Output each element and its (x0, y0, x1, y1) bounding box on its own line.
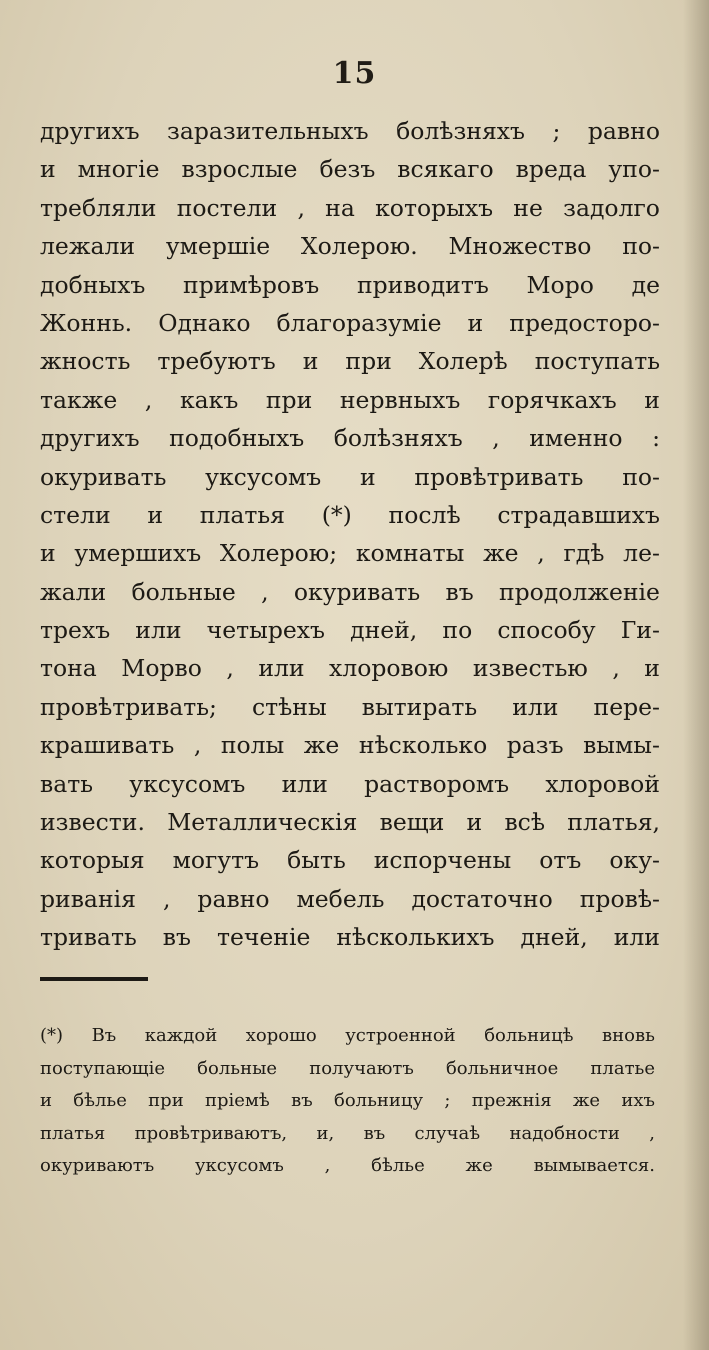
body-text-line: провѣтривать; стѣны вытирать или пере- (40, 692, 660, 721)
page-edge-shadow (683, 0, 709, 1350)
body-text-line: стели и платья (*) послѣ страдавшихъ (40, 500, 660, 529)
footnote-text-line: окуриваютъ уксусомъ , бѣлье же вымывается. (40, 1155, 655, 1177)
body-text-line: и многіе взрослые безъ всякаго вреда упо- (40, 155, 660, 184)
body-text-line: Жоннь. Однако благоразуміе и предосторо- (40, 308, 660, 337)
body-text-line: лежали умершіе Холерою. Множество по- (40, 232, 660, 261)
body-text-line: окуривать уксусомъ и провѣтривать по- (40, 462, 660, 491)
body-text-line: добныхъ примѣровъ приводитъ Моро де (40, 270, 660, 299)
footnote-text-line: поступающіе больные получаютъ больничное платье (40, 1057, 655, 1079)
footnote-text-line: платья провѣтриваютъ, и, въ случаѣ надобности , (40, 1122, 655, 1144)
body-text-line: трехъ или четырехъ дней, по способу Ги- (40, 616, 660, 645)
body-text-line: жали больные , окуривать въ продолженіе (40, 577, 660, 606)
body-text-line: крашивать , полы же нѣсколько разъ вымы- (40, 731, 660, 760)
body-text-line: также , какъ при нервныхъ горячкахъ и (40, 385, 660, 414)
body-text-line: тона Морво , или хлоровою известью , и (40, 654, 660, 683)
main-text (40, 112, 660, 957)
body-text-line: и умершихъ Холерою; комнаты же , гдѣ ле- (40, 539, 660, 568)
body-text-line: тривать въ теченіе нѣсколькихъ дней, или (40, 923, 660, 952)
body-text-line: другихъ подобныхъ болѣзняхъ , именно : (40, 424, 660, 453)
footnote-separator (40, 977, 148, 981)
body-text-line: другихъ заразительныхъ болѣзняхъ ; равно (40, 117, 660, 145)
page-number: 15 (332, 56, 377, 91)
footnote-text-line: и бѣлье при пріемѣ въ больницу ; прежнія же ихъ (40, 1090, 655, 1112)
footnote-text-line: (*) Въ каждой хорошо устроенной больницѣ вновь (40, 1025, 655, 1046)
body-text-line: извести. Металлическія вещи и всѣ платья, (40, 808, 660, 837)
body-text-line: вать уксусомъ или растворомъ хлоровой (40, 769, 660, 798)
body-text-line: риванія , равно мебель достаточно провѣ- (40, 884, 660, 913)
body-text-line: жность требуютъ и при Холерѣ поступать (40, 347, 660, 376)
body-text-line: которыя могутъ быть испорчены отъ оку- (40, 846, 660, 875)
body-text-line: требляли постели , на которыхъ не задолго (40, 193, 660, 222)
footnote (40, 1020, 655, 1183)
